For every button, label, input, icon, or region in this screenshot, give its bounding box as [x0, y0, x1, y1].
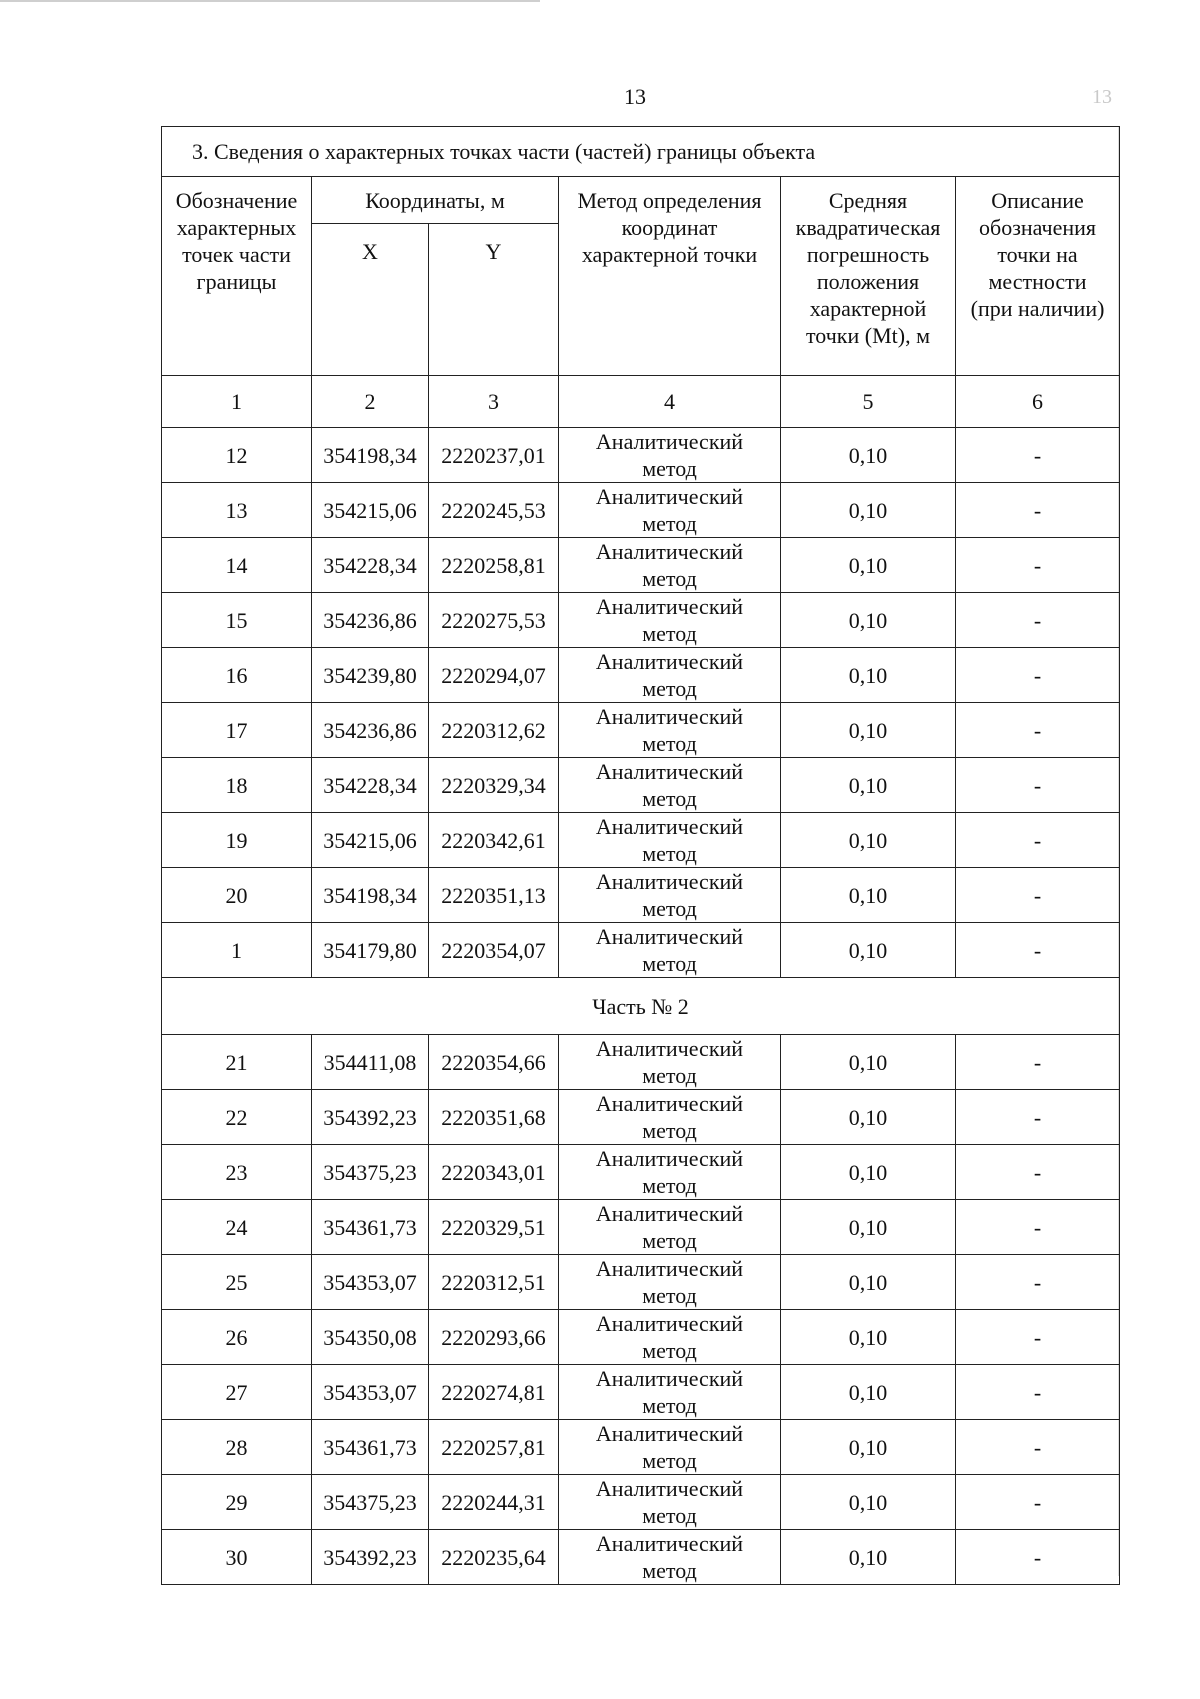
table-row [162, 1145, 1120, 1200]
error-value: 0,10 [781, 428, 956, 483]
coordinate-y: 2220245,53 [429, 483, 559, 538]
coordinate-x: 354198,34 [312, 868, 429, 923]
method-cell [559, 1145, 781, 1200]
coordinate-x: 354375,23 [312, 1145, 429, 1200]
error-value: 0,10 [781, 813, 956, 868]
coordinate-x: 354411,08 [312, 1035, 429, 1090]
coordinate-y: 2220275,53 [429, 593, 559, 648]
table-row [162, 1530, 1120, 1585]
table-title: 3. Сведения о характерных точках части (частей) границы объекта [162, 127, 1120, 177]
header-designation-line: границы [196, 269, 277, 294]
error-value: 0,10 [781, 593, 956, 648]
point-number: 14 [162, 538, 312, 593]
coordinate-x: 354375,23 [312, 1475, 429, 1530]
table-row [162, 923, 1120, 978]
method-line: метод [642, 786, 697, 811]
header-method-line: координат [621, 215, 718, 240]
coordinate-y: 2220354,07 [429, 923, 559, 978]
error-value: 0,10 [781, 483, 956, 538]
coordinate-x: 354392,23 [312, 1090, 429, 1145]
header-error-line: положения [816, 269, 920, 294]
method-line: Аналитический [595, 429, 744, 454]
table-row [162, 813, 1120, 868]
coordinate-y: 2220274,81 [429, 1365, 559, 1420]
method-line: метод [642, 1558, 697, 1583]
method-line: Аналитический [595, 1421, 744, 1446]
column-number: 5 [781, 376, 956, 428]
description-value: - [956, 1365, 1120, 1420]
coordinate-x: 354228,34 [312, 758, 429, 813]
table-row [162, 1255, 1120, 1310]
coordinate-x: 354239,80 [312, 648, 429, 703]
description-value: - [956, 703, 1120, 758]
table-row [162, 648, 1120, 703]
error-value: 0,10 [781, 758, 956, 813]
method-line: Аналитический [595, 759, 744, 784]
coordinate-x: 354215,06 [312, 483, 429, 538]
page-number: 13 [624, 84, 646, 109]
method-cell [559, 703, 781, 758]
coordinate-y: 2220342,61 [429, 813, 559, 868]
description-value: - [956, 868, 1120, 923]
header-error-line: точки (Mt), м [805, 323, 931, 348]
header-description-line: точки на [997, 242, 1078, 267]
method-line: метод [642, 951, 697, 976]
coordinate-x: 354198,34 [312, 428, 429, 483]
coordinate-x: 354228,34 [312, 538, 429, 593]
method-line: метод [642, 1393, 697, 1418]
header-description [956, 177, 1120, 376]
table-row [162, 1035, 1120, 1090]
point-number: 30 [162, 1530, 312, 1585]
header-designation [162, 177, 312, 376]
method-line: метод [642, 896, 697, 921]
coordinate-y: 2220351,68 [429, 1090, 559, 1145]
method-line: Аналитический [595, 1256, 744, 1281]
header-method-line: характерной точки [581, 242, 758, 267]
description-value: - [956, 758, 1120, 813]
header-x: X [312, 224, 429, 376]
header-method [559, 177, 781, 376]
description-value: - [956, 1035, 1120, 1090]
point-number: 1 [162, 923, 312, 978]
description-value: - [956, 1420, 1120, 1475]
description-value: - [956, 1530, 1120, 1585]
point-number: 23 [162, 1145, 312, 1200]
method-line: метод [642, 566, 697, 591]
header-description-line: местности [988, 269, 1087, 294]
method-cell [559, 1530, 781, 1585]
header-description-line: (при наличии) [970, 296, 1105, 321]
coordinate-y: 2220294,07 [429, 648, 559, 703]
header-designation-line: Обозначение [175, 188, 298, 213]
error-value: 0,10 [781, 1530, 956, 1585]
table-row [162, 1420, 1120, 1475]
column-number: 4 [559, 376, 781, 428]
method-line: метод [642, 1283, 697, 1308]
method-line: метод [642, 1063, 697, 1088]
method-cell [559, 593, 781, 648]
header-description-line: обозначения [979, 215, 1097, 240]
coordinate-y: 2220343,01 [429, 1145, 559, 1200]
method-line: метод [642, 1448, 697, 1473]
method-line: Аналитический [595, 924, 744, 949]
coordinate-x: 354236,86 [312, 703, 429, 758]
table-row [162, 758, 1120, 813]
method-line: Аналитический [595, 594, 744, 619]
error-value: 0,10 [781, 1475, 956, 1530]
method-line: Аналитический [595, 1091, 744, 1116]
header-error-line: Средняя [828, 188, 908, 213]
description-value: - [956, 648, 1120, 703]
coordinate-y: 2220312,62 [429, 703, 559, 758]
method-line: Аналитический [595, 814, 744, 839]
error-value: 0,10 [781, 1365, 956, 1420]
point-number: 15 [162, 593, 312, 648]
table-row [162, 428, 1120, 483]
coordinate-y: 2220257,81 [429, 1420, 559, 1475]
coordinate-y: 2220244,31 [429, 1475, 559, 1530]
method-line: Аналитический [595, 1146, 744, 1171]
point-number: 26 [162, 1310, 312, 1365]
table-row [162, 868, 1120, 923]
error-value: 0,10 [781, 648, 956, 703]
method-line: Аналитический [595, 484, 744, 509]
method-cell [559, 428, 781, 483]
method-line: метод [642, 1118, 697, 1143]
method-line: Аналитический [595, 1036, 744, 1061]
section-row [162, 978, 1120, 1035]
point-number: 20 [162, 868, 312, 923]
method-line: Аналитический [595, 1476, 744, 1501]
description-value: - [956, 428, 1120, 483]
table-row [162, 1310, 1120, 1365]
error-value: 0,10 [781, 703, 956, 758]
method-line: Аналитический [595, 1201, 744, 1226]
error-value: 0,10 [781, 923, 956, 978]
point-number: 22 [162, 1090, 312, 1145]
column-number: 3 [429, 376, 559, 428]
header-y: Y [429, 224, 559, 376]
method-cell [559, 1255, 781, 1310]
point-number: 29 [162, 1475, 312, 1530]
point-number: 25 [162, 1255, 312, 1310]
point-number: 16 [162, 648, 312, 703]
section-label: Часть № 2 [162, 978, 1120, 1035]
method-line: метод [642, 1173, 697, 1198]
coordinate-x: 354350,08 [312, 1310, 429, 1365]
description-value: - [956, 1255, 1120, 1310]
description-value: - [956, 1310, 1120, 1365]
table-row [162, 703, 1120, 758]
point-number: 13 [162, 483, 312, 538]
method-cell [559, 813, 781, 868]
header-coordinates: Координаты, м [312, 177, 559, 224]
error-value: 0,10 [781, 1255, 956, 1310]
coordinate-x: 354179,80 [312, 923, 429, 978]
point-number: 27 [162, 1365, 312, 1420]
method-cell [559, 648, 781, 703]
header-designation-line: точек части [182, 242, 291, 267]
method-cell [559, 868, 781, 923]
header-error-line: погрешность [806, 242, 930, 267]
boundary-points-table [161, 126, 1120, 1585]
table-row [162, 1475, 1120, 1530]
method-cell [559, 758, 781, 813]
method-line: Аналитический [595, 1366, 744, 1391]
point-number: 28 [162, 1420, 312, 1475]
method-cell [559, 1200, 781, 1255]
error-value: 0,10 [781, 1090, 956, 1145]
coordinate-y: 2220235,64 [429, 1530, 559, 1585]
method-line: метод [642, 676, 697, 701]
point-number: 21 [162, 1035, 312, 1090]
coordinate-y: 2220312,51 [429, 1255, 559, 1310]
description-value: - [956, 1475, 1120, 1530]
error-value: 0,10 [781, 1310, 956, 1365]
coordinate-x: 354361,73 [312, 1420, 429, 1475]
description-value: - [956, 538, 1120, 593]
column-number: 1 [162, 376, 312, 428]
point-number: 24 [162, 1200, 312, 1255]
header-error [781, 177, 956, 376]
method-cell [559, 1420, 781, 1475]
method-cell [559, 538, 781, 593]
method-line: метод [642, 456, 697, 481]
header-description-line: Описание [991, 188, 1084, 213]
point-number: 17 [162, 703, 312, 758]
method-line: метод [642, 1338, 697, 1363]
error-value: 0,10 [781, 1145, 956, 1200]
coordinate-y: 2220293,66 [429, 1310, 559, 1365]
table-row [162, 1365, 1120, 1420]
method-line: Аналитический [595, 704, 744, 729]
description-value: - [956, 1200, 1120, 1255]
description-value: - [956, 593, 1120, 648]
table-row [162, 1090, 1120, 1145]
error-value: 0,10 [781, 1035, 956, 1090]
coordinate-x: 354215,06 [312, 813, 429, 868]
header-method-line: Метод определения [577, 188, 762, 213]
coordinate-y: 2220354,66 [429, 1035, 559, 1090]
coordinate-y: 2220329,34 [429, 758, 559, 813]
coordinate-x: 354236,86 [312, 593, 429, 648]
method-line: метод [642, 1228, 697, 1253]
coordinate-y: 2220329,51 [429, 1200, 559, 1255]
header-error-line: квадратическая [795, 215, 941, 240]
header-error-line: характерной [809, 296, 927, 321]
method-cell [559, 923, 781, 978]
coordinate-y: 2220351,13 [429, 868, 559, 923]
coordinate-y: 2220258,81 [429, 538, 559, 593]
method-line: метод [642, 621, 697, 646]
method-cell [559, 1365, 781, 1420]
coordinate-x: 354392,23 [312, 1530, 429, 1585]
coordinate-y: 2220237,01 [429, 428, 559, 483]
point-number: 12 [162, 428, 312, 483]
table-row [162, 483, 1120, 538]
method-cell [559, 1310, 781, 1365]
description-value: - [956, 923, 1120, 978]
method-cell [559, 1475, 781, 1530]
coordinate-x: 354361,73 [312, 1200, 429, 1255]
method-cell [559, 1090, 781, 1145]
page-number-ghost: 13 [1092, 86, 1112, 108]
column-number: 6 [956, 376, 1120, 428]
error-value: 0,10 [781, 1420, 956, 1475]
method-line: метод [642, 1503, 697, 1528]
coordinate-x: 354353,07 [312, 1255, 429, 1310]
column-number: 2 [312, 376, 429, 428]
method-line: Аналитический [595, 649, 744, 674]
method-cell [559, 1035, 781, 1090]
point-number: 19 [162, 813, 312, 868]
method-line: Аналитический [595, 1311, 744, 1336]
method-line: Аналитический [595, 539, 744, 564]
method-cell [559, 483, 781, 538]
point-number: 18 [162, 758, 312, 813]
method-line: Аналитический [595, 869, 744, 894]
header-designation-line: характерных [176, 215, 297, 240]
method-line: метод [642, 511, 697, 536]
description-value: - [956, 813, 1120, 868]
method-line: Аналитический [595, 1531, 744, 1556]
description-value: - [956, 1090, 1120, 1145]
table-row [162, 593, 1120, 648]
table-row [162, 1200, 1120, 1255]
method-line: метод [642, 731, 697, 756]
description-value: - [956, 483, 1120, 538]
table-row [162, 538, 1120, 593]
error-value: 0,10 [781, 538, 956, 593]
description-value: - [956, 1145, 1120, 1200]
error-value: 0,10 [781, 868, 956, 923]
scan-edge-line [0, 0, 540, 2]
error-value: 0,10 [781, 1200, 956, 1255]
coordinate-x: 354353,07 [312, 1365, 429, 1420]
method-line: метод [642, 841, 697, 866]
